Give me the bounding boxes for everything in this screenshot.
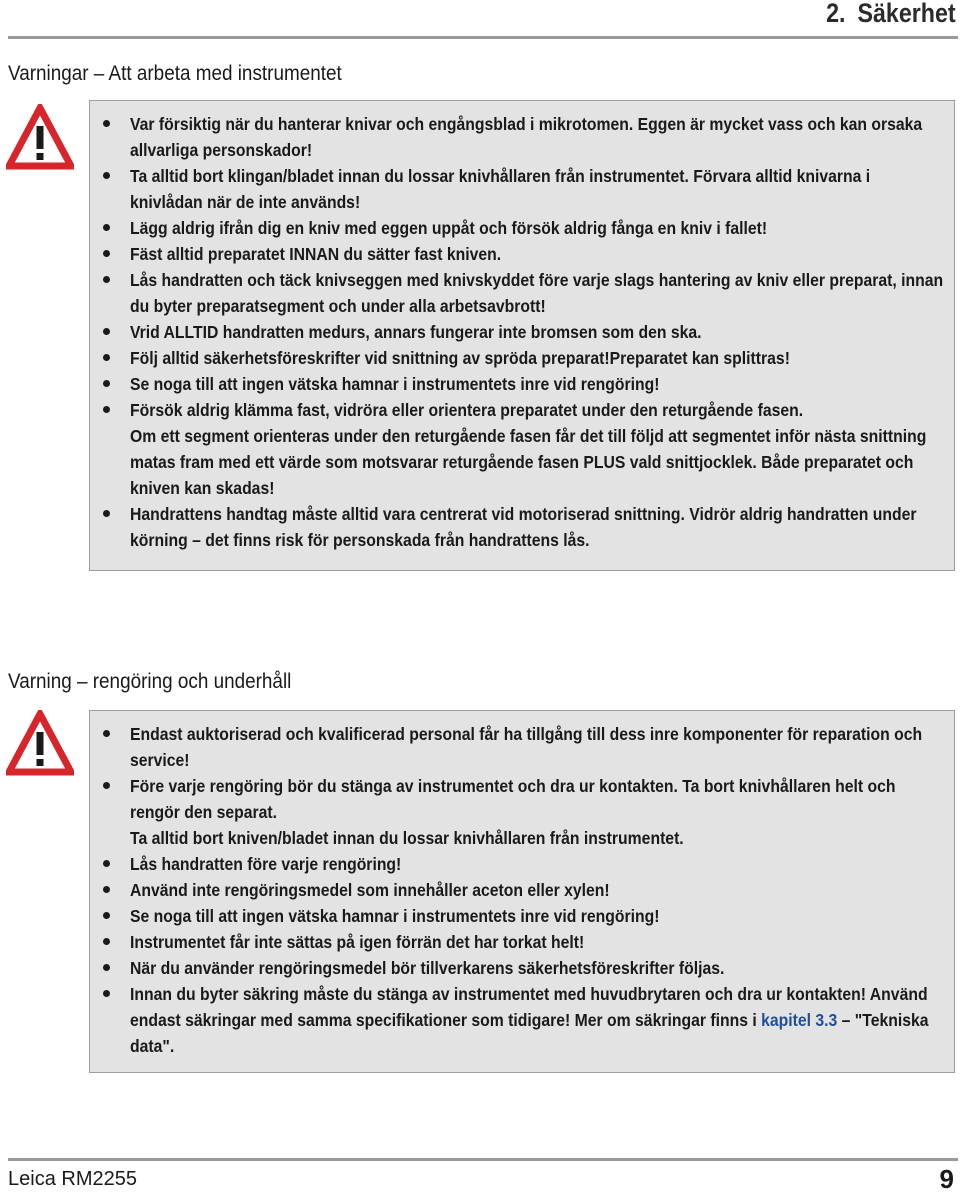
list-item [90,877,954,903]
list-item-text: Vrid ALLTID handratten medurs, annars fungerar inte bromsen som den ska. [130,322,702,342]
bullet-dot [103,730,110,737]
header-divider [8,36,958,39]
list-item-text: Lås handratten före varje rengöring! [130,854,402,874]
list-item [90,773,954,825]
bullet-dot [103,860,110,867]
list-item [90,215,954,241]
fuse-text-after: – "Tekniska data". [130,1010,929,1056]
bullet-dot [103,354,110,361]
chapter-title: Säkerhet [857,0,956,28]
list-item [90,501,954,553]
list-item [90,111,954,163]
list-item-text: Se noga till att ingen vätska hamnar i instrumentets inre vid rengöring! [130,374,660,394]
list-item-text: Före varje rengöring bör du stänga av instrumentet och dra ur kontakten. Ta bort knivhållaren helt och rengör den separat. [130,776,896,822]
list-item [90,955,954,981]
list-item-text: Fäst alltid preparatet INNAN du sätter fast kniven. [130,244,502,264]
footer-product: Leica RM2255 [8,1168,137,1190]
list-item [90,721,954,773]
section2-heading: Varning – rengöring och underhåll [8,670,292,693]
bullet-dot [103,328,110,335]
bullet-dot [103,224,110,231]
bullet-dot [103,912,110,919]
list-item [90,397,954,423]
section2-list [90,721,954,981]
bullet-dot [103,938,110,945]
list-item-text: Om ett segment orienteras under den returgående fasen får det till följd att segmentet inför nästa snittning matas fram med ett värde som motsvarar returgående fasen PLUS vald snittjocklek. Både preparatet och kniven kan skadas! [130,426,927,498]
list-item [90,851,954,877]
list-item-text: Följ alltid säkerhetsföreskrifter vid snittning av spröda preparat!Preparatet kan splittras! [130,348,790,368]
bullet-dot [103,276,110,283]
bullet-dot [103,964,110,971]
list-item [90,929,954,955]
list-item-text: Endast auktoriserad och kvalificerad personal får ha tillgång till dess inre komponenter för reparation och service! [130,724,923,770]
list-item [90,981,954,1059]
list-item-text: Ta alltid bort klingan/bladet innan du lossar knivhållaren från instrumentet. Förvara alltid knivarna i knivlådan när de inte används! [130,166,871,212]
warning-triangle-icon [6,104,74,170]
list-item [90,319,954,345]
page-number: 9 [939,1164,954,1194]
bullet-dot [103,886,110,893]
list-item-text: Handrattens handtag måste alltid vara centrerat vid motoriserad snittning. Vidrör aldrig handratten under körning – det finns risk för personskada från handrattens lås. [130,504,917,550]
section2-warning-box [89,710,955,1073]
fuse-text-before: Innan du byter säkring måste du stänga av instrumentet med huvudbrytaren och dra ur kontakten! Använd endast säkringar med samma specifikationer som tidigare! Mer om säkringar finns i [130,984,928,1030]
bullet-dot [103,406,110,413]
list-item-text: Försök aldrig klämma fast, vidröra eller orientera preparatet under den returgående fasen. [130,400,804,420]
list-item [90,371,954,397]
list-item [90,267,954,319]
section1-heading: Varningar – Att arbeta med instrumentet [8,62,342,85]
bullet-dot [103,380,110,387]
list-item [90,345,954,371]
list-item-text: Var försiktig när du hanterar knivar och engångsblad i mikrotomen. Eggen är mycket vass och kan orsaka allvarliga personskador! [130,114,923,160]
chapter-header [826,0,956,29]
list-item-continuation [90,825,954,851]
list-item-text: När du använder rengöringsmedel bör tillverkarens säkerhetsföreskrifter följas. [130,958,725,978]
list-item-continuation [90,423,954,501]
footer-divider [8,1158,958,1161]
chapter-link[interactable]: kapitel 3.3 [761,1010,838,1030]
list-item-text: Lås handratten och täck knivseggen med knivskyddet före varje slags hantering av kniv eller preparat, innan du byter preparatsegment och under alla arbetsavbrott! [130,270,944,316]
list-item-text: Instrumentet får inte sättas på igen förrän det har torkat helt! [130,932,585,952]
list-item [90,903,954,929]
list-item-text: Se noga till att ingen vätska hamnar i instrumentets inre vid rengöring! [130,906,660,926]
chapter-number: 2. [826,0,846,28]
section1-warning-box [89,100,955,571]
bullet-dot [103,172,110,179]
bullet-dot [103,782,110,789]
bullet-dot [103,510,110,517]
bullet-dot [103,120,110,127]
list-item [90,241,954,267]
list-item-text: Lägg aldrig ifrån dig en kniv med eggen uppåt och försök aldrig fånga en kniv i fallet! [130,218,768,238]
bullet-dot [103,990,110,997]
warning-triangle-icon [6,710,74,776]
bullet-dot [103,250,110,257]
list-item-text: Använd inte rengöringsmedel som innehåller aceton eller xylen! [130,880,610,900]
section2-last-list [90,981,954,1059]
list-item-text: Ta alltid bort kniven/bladet innan du lossar knivhållaren från instrumentet. [130,828,684,848]
section1-list [90,111,954,553]
list-item [90,163,954,215]
